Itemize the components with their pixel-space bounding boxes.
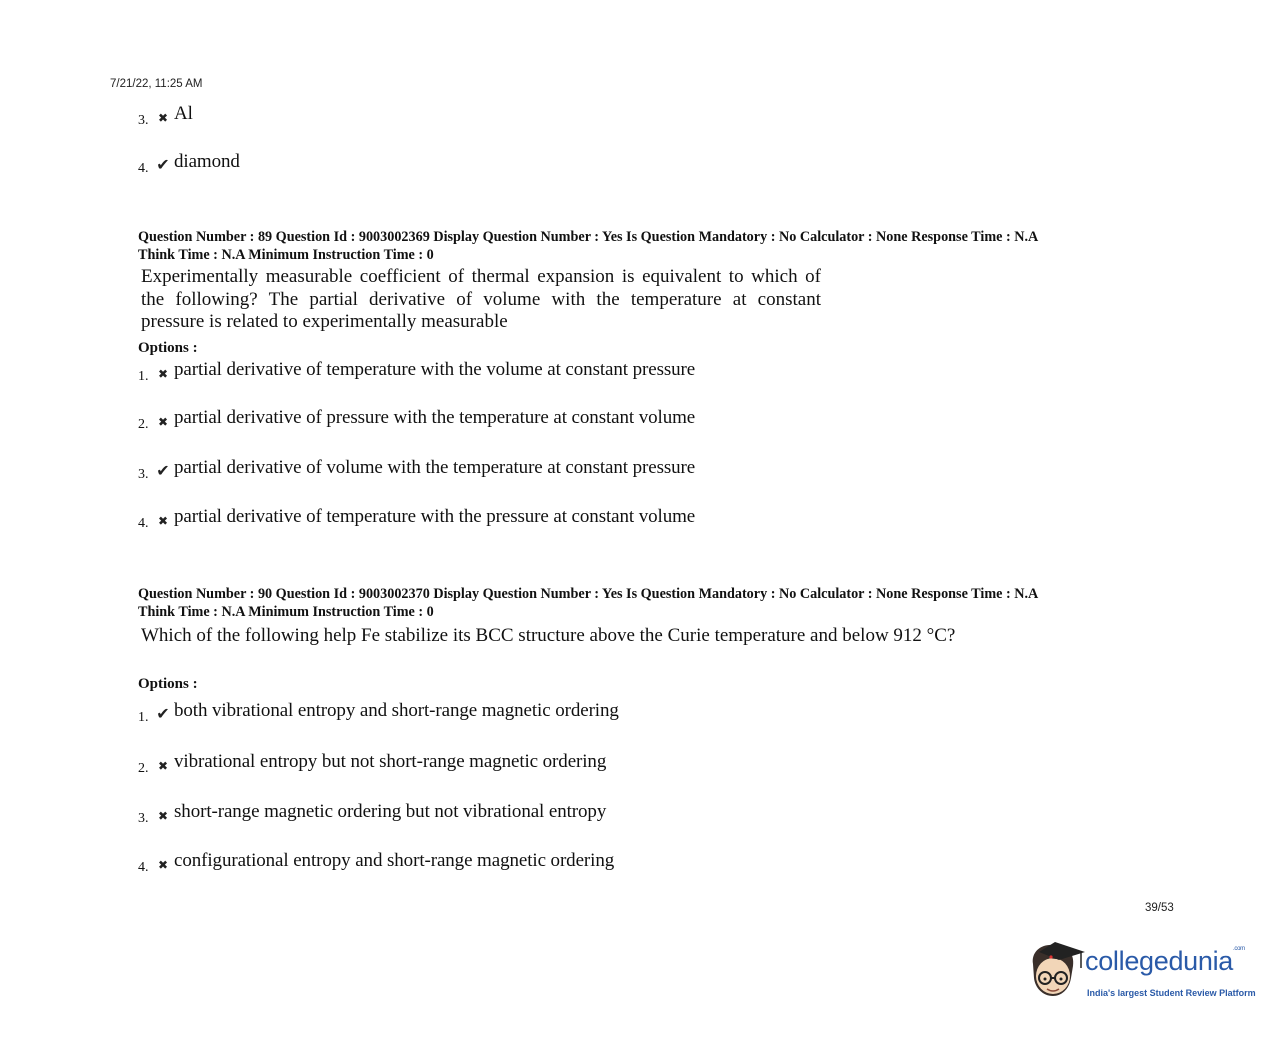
option-text: partial derivative of volume with the temperature at constant pressure: [174, 457, 696, 478]
list-item: [138, 700, 619, 728]
brand-logo: [1025, 938, 1255, 1008]
question-text: Which of the following help Fe stabilize its BCC structure above the Curie temperature and below 912 °C?: [141, 625, 956, 646]
options-label: Options :: [138, 340, 198, 356]
list-item: [138, 407, 695, 435]
option-number: 4.: [138, 161, 149, 176]
cross-icon: ✖: [157, 367, 169, 381]
cross-icon: ✖: [157, 809, 169, 823]
option-number: 1.: [138, 369, 149, 384]
option-text: short-range magnetic ordering but not vibrational entropy: [174, 801, 607, 822]
question-text: [141, 266, 821, 334]
print-timestamp: 7/21/22, 11:25 AM: [110, 78, 203, 90]
option-text: both vibrational entropy and short-range magnetic ordering: [174, 700, 619, 721]
question-meta-line: Question Number : 90 Question Id : 9003002370 Display Question Number : Yes Is Question Mandatory : No Calculator : None Response Time : N.A: [138, 586, 1039, 602]
options-label: Options :: [138, 676, 198, 692]
option-text: partial derivative of temperature with the volume at constant pressure: [174, 359, 696, 380]
cross-icon: ✖: [157, 111, 169, 125]
option-number: 2.: [138, 417, 149, 432]
question-text-line: pressure is related to experimentally measurable: [141, 311, 508, 332]
option-number: 3.: [138, 811, 149, 826]
brand-suffix: .com: [1233, 946, 1245, 952]
brand-tagline: India's largest Student Review Platform: [1087, 988, 1256, 998]
list-item: [138, 751, 606, 779]
page-number: 39/53: [1145, 902, 1174, 914]
option-number: 3.: [138, 467, 149, 482]
option-text: diamond: [174, 151, 240, 172]
cross-icon: ✖: [157, 415, 169, 429]
option-text: Al: [174, 103, 193, 124]
mascot-icon: [1025, 938, 1085, 1008]
list-item: [138, 457, 695, 485]
check-icon: ✔: [156, 706, 170, 723]
question-meta-line: Think Time : N.A Minimum Instruction Time : 0: [138, 603, 434, 620]
question-meta: [138, 586, 1168, 621]
question-text-line: the following? The partial derivative of volume with the temperature at constant: [141, 288, 821, 310]
brand-name-text: collegedunia: [1085, 946, 1234, 976]
option-number: 1.: [138, 710, 149, 725]
option-text: vibrational entropy but not short-range magnetic ordering: [174, 751, 607, 772]
question-meta-line: Think Time : N.A Minimum Instruction Time : 0: [138, 246, 434, 263]
check-icon: ✔: [156, 157, 170, 174]
question-text-line: Experimentally measurable coefficient of thermal expansion is equivalent to which of: [141, 266, 821, 287]
question-meta-line: Question Number : 89 Question Id : 9003002369 Display Question Number : Yes Is Question Mandatory : No Calculator : None Response Time : N.A: [138, 229, 1039, 245]
question-meta: [138, 229, 1168, 264]
cross-icon: ✖: [157, 514, 169, 528]
cross-icon: ✖: [157, 858, 169, 872]
list-item: [138, 151, 240, 179]
list-item: [138, 801, 606, 829]
list-item: [138, 506, 695, 534]
list-item: [138, 359, 695, 387]
brand-name: [1085, 946, 1245, 977]
option-number: 3.: [138, 113, 149, 128]
list-item: [138, 850, 614, 878]
list-item: [138, 103, 193, 131]
option-number: 4.: [138, 516, 149, 531]
option-text: partial derivative of temperature with the pressure at constant volume: [174, 506, 696, 527]
option-text: partial derivative of pressure with the temperature at constant volume: [174, 407, 696, 428]
option-number: 2.: [138, 761, 149, 776]
cross-icon: ✖: [157, 759, 169, 773]
check-icon: ✔: [156, 463, 170, 480]
option-text: configurational entropy and short-range magnetic ordering: [174, 850, 615, 871]
option-number: 4.: [138, 860, 149, 875]
